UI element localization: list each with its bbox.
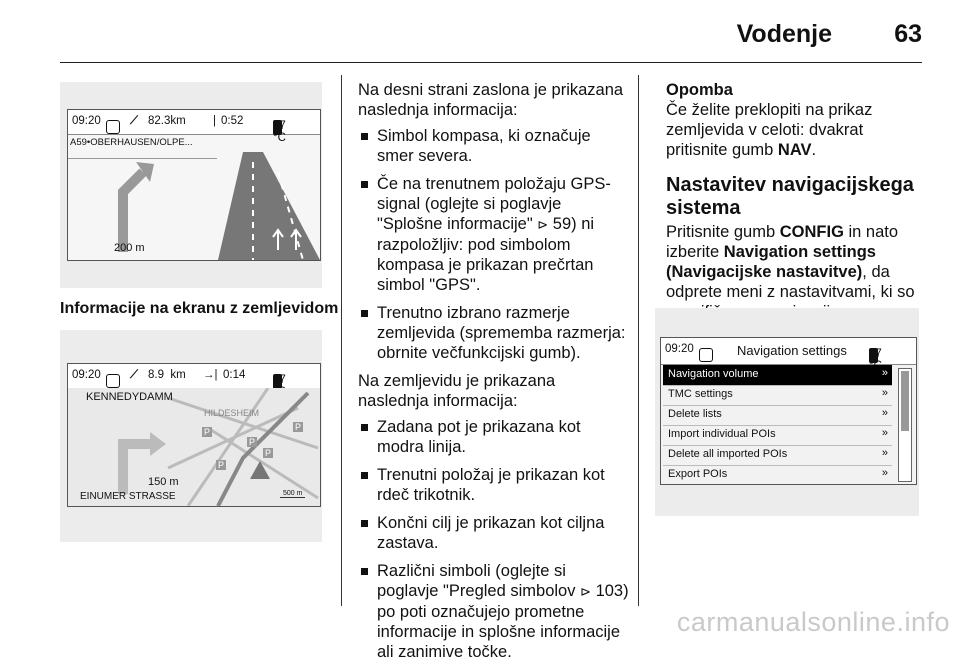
list-item: Zadana pot je prikazana kot modra linija. <box>358 417 630 457</box>
list-item: Končni cilj je prikazan kot ciljna zastava. <box>358 513 630 553</box>
scrollbar[interactable] <box>898 368 912 482</box>
page-ref-icon: ⊳ <box>537 217 549 232</box>
map-scale: 500 m <box>280 490 305 498</box>
menu-item-navigation-volume[interactable]: Navigation volume » <box>663 365 892 386</box>
chevron-right-icon: » <box>881 407 888 419</box>
note-text: Če želite preklopiti na prikaz zemljevida v celoti: dvakrat pritisnite gumb NAV. <box>666 101 873 159</box>
duration-label: 0:14 <box>223 369 246 381</box>
road <box>218 152 320 260</box>
distance-label: 82.3km <box>148 115 186 127</box>
menu-item-delete-all-imported-pois[interactable]: Delete all imported POIs » <box>663 445 892 466</box>
nav-screen-figure-1 <box>67 109 321 261</box>
column-divider-2 <box>638 75 639 606</box>
menu-item-export-pois[interactable]: Export POIs » <box>663 465 892 485</box>
nav-button-label: NAV <box>777 141 812 159</box>
column-2 <box>358 80 630 670</box>
parking-marker: P <box>249 437 256 447</box>
parking-marker: P <box>295 422 302 432</box>
compass-icon: ⟋ <box>130 369 139 381</box>
clock-icon <box>106 120 120 134</box>
duration-label: 0:52 <box>221 115 244 127</box>
turn-distance: 150 m <box>148 476 179 488</box>
list-item: Trenutni položaj je prikazan kot rdeč trikotnik. <box>358 465 630 505</box>
menu-item-delete-lists[interactable]: Delete lists » <box>663 405 892 426</box>
chevron-right-icon: » <box>881 447 888 459</box>
time-label: 09:20 <box>72 369 101 381</box>
intro-text-2: Na zemljevidu je prikazana naslednja informacija: <box>358 372 556 410</box>
navigation-settings-label: Navigation settings (Navigacijske nastavitve) <box>666 243 876 281</box>
config-button-label: CONFIG <box>779 223 844 241</box>
temperature-label: 17 <box>273 374 286 386</box>
page-title: Vodenje <box>736 20 832 48</box>
nav-screen-figure-2 <box>67 363 321 507</box>
distance-label: 8.9 km <box>148 369 186 381</box>
chevron-right-icon: » <box>881 427 888 439</box>
column-divider-1 <box>341 75 342 606</box>
section-paragraph: Pritisnite gumb CONFIG in nato izberite Navigation settings (Navigacijske nastavitve), da odprete meni z nastavitvami, ki so <box>666 223 915 301</box>
clock-icon <box>699 348 713 362</box>
temperature-label: 17 <box>869 348 882 360</box>
list-item: Simbol kompasa, ki označuje smer severa. <box>358 126 630 166</box>
turn-arrow-icon <box>123 172 143 252</box>
chevron-right-icon: » <box>881 467 888 479</box>
info-list-1 <box>358 126 630 363</box>
time-label: 09:20 <box>72 115 101 127</box>
chevron-right-icon: » <box>881 367 888 379</box>
list-item: Trenutno izbrano razmerje zemljevida (sprememba razmerja: obrnite večfunkcijski gumb). <box>358 303 630 363</box>
list-item: Če na trenutnem položaju GPS-signal (oglejte si poglavje "Splošne informacije" ⊳ 59) ni razpoložljiv: pod simbolom kompasa je prikazan prečrtan simbol "GPS". <box>358 174 630 295</box>
section-heading: Nastavitev navigacijskega sistema <box>666 174 914 219</box>
parking-marker: P <box>218 460 225 470</box>
chevron-right-icon: » <box>881 387 888 399</box>
info-list-2 <box>358 417 630 662</box>
turn-graphic <box>68 152 320 260</box>
destination-arrow-icon: →| <box>203 369 218 381</box>
turn-distance: 200 m <box>114 242 145 254</box>
watermark: carmanualsonline.info <box>676 607 950 637</box>
separator: | <box>213 115 216 127</box>
temperature-label: 17 °C <box>273 120 286 144</box>
intro-text: Na desni strani zaslona je prikazana naslednja informacija: <box>358 81 624 119</box>
figure-1-caption: Informacije na ekranu z zemljevidom <box>60 300 339 317</box>
compass-icon: ⟋ <box>130 115 139 127</box>
menu-title: Navigation settings <box>737 343 847 358</box>
menu-item-import-individual-pois[interactable]: Import individual POIs » <box>663 425 892 446</box>
triangle-position-icon <box>250 461 270 479</box>
scrollbar-thumb[interactable] <box>901 371 909 431</box>
page-number: 63 <box>894 20 922 48</box>
street-bottom: EINUMER STRASSE <box>80 491 176 502</box>
street-top: KENNEDYDAMM <box>86 391 173 403</box>
parking-marker: P <box>265 448 272 458</box>
column-3 <box>666 80 928 328</box>
status-bar <box>68 364 320 389</box>
note-title: Opomba <box>666 81 733 99</box>
status-bar <box>661 338 916 365</box>
nav-screen-figure-3 <box>660 337 917 485</box>
parking-marker: P <box>204 427 211 437</box>
page-header <box>60 14 922 63</box>
route-label: A59•OBERHAUSEN/OLPE... <box>68 134 217 159</box>
city-label: HILDESHEIM <box>204 408 260 418</box>
menu-item-tmc-settings[interactable]: TMC settings » <box>663 385 892 406</box>
clock-icon <box>106 374 120 388</box>
time-label: 09:20 <box>665 343 694 355</box>
list-item: Različni simboli (oglejte si poglavje "Pregled simbolov ⊳ 103) po poti označujejo prometne informacije in splošne informacije ali zanimive točke. <box>358 561 630 662</box>
page-ref-icon: ⊳ <box>580 584 591 599</box>
